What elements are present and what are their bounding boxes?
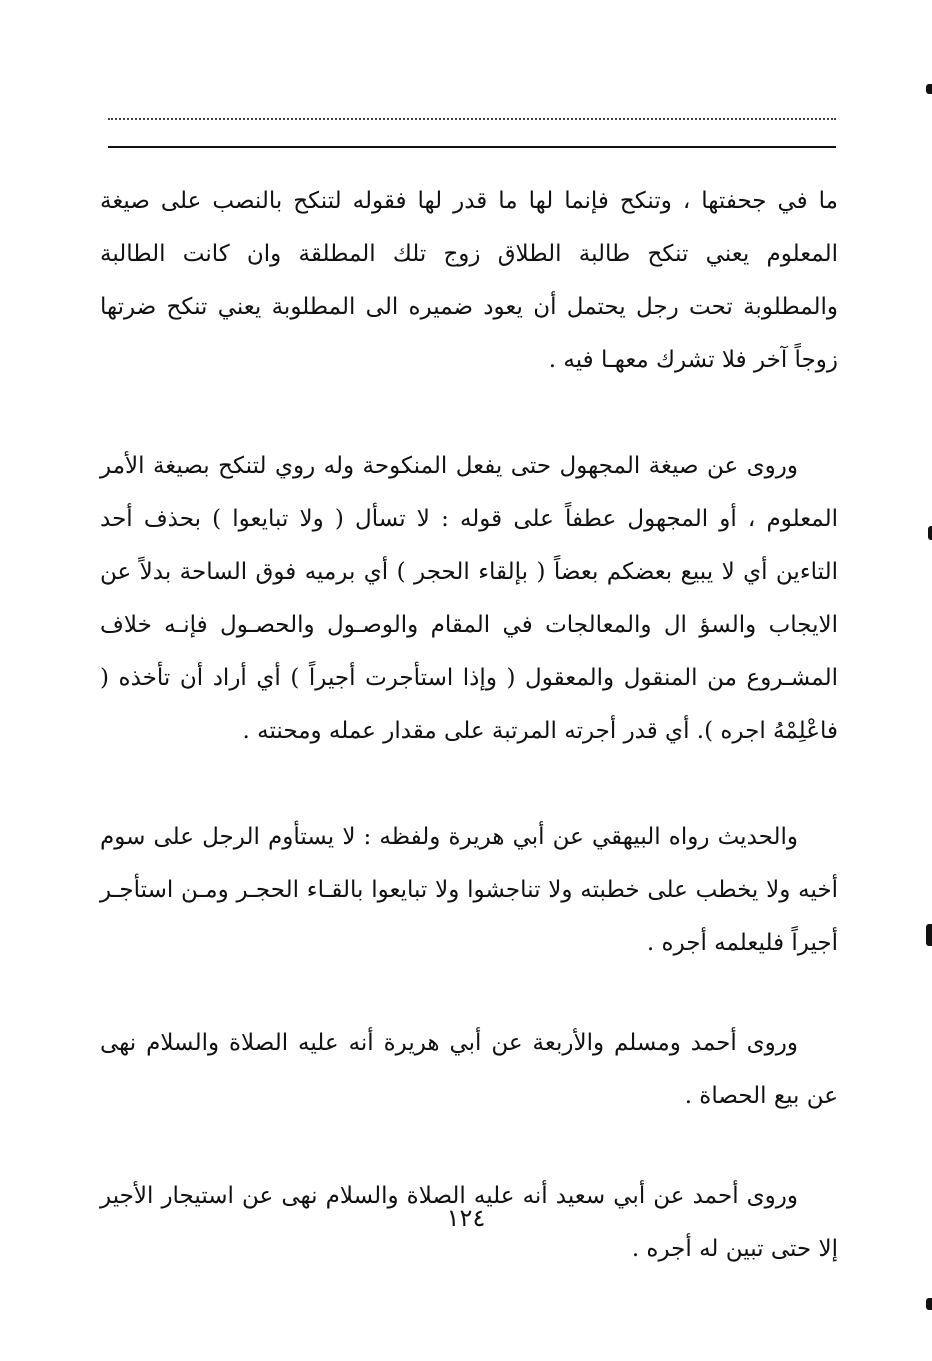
header-rule bbox=[108, 146, 836, 148]
scan-edge-mark bbox=[926, 924, 932, 946]
page-number: ١٢٤ bbox=[446, 1204, 486, 1232]
paragraph-1: ما في جحفتها ، وتنكح فإنما لها ما قدر لها فقوله لتنكح بالنصب على صيغة المعلوم يعني تنكح طالبة الطلاق زوج تلك المطلقة وان كانت الطالبة والمطلوبة تحت رجل يحتمل أن يعود ضميره الى المطلوبة يعني تنكح ضرتها زوجاً آخر فلا تشرك معهـا فيه . bbox=[100, 188, 838, 373]
scan-edge-mark bbox=[926, 1298, 932, 1310]
paragraph-2: وروى عن صيغة المجهول حتى يفعل المنكوحة وله روي لتنكح بصيغة الأمر المعلوم ، أو المجهول عطفاً على قوله : لا تسأل ( ولا تبايعوا ) بحذف أحد التاءين أي لا يبيع بعضكم بعضاً ( بإلقاء الحجر ) أي برميه فوق الساحة بدلاً عن الايجاب والسؤ ال والمعالجات في المقام والوصـول والحصـول فإنـه خلاف المشـروع من المنقول والمعقول ( وإذا استأجرت أجيراً ) أي أراد أن تأخذه ( فاعْلِمْهُ اجره ). أي قدر أجرته المرتبة على مقدار عمله ومحنته . bbox=[100, 453, 839, 744]
header-dotted-line bbox=[108, 118, 836, 120]
page-body bbox=[100, 175, 838, 1276]
paragraph-5: وروى أحمد عن أبي سعيد أنه عليه الصلاة والسلام نهى عن استيجار الأجير إلا حتى تبين له أجره . bbox=[100, 1183, 838, 1262]
scan-edge-mark bbox=[926, 84, 932, 94]
scan-edge-mark bbox=[928, 526, 932, 540]
paragraph-4: وروى أحمد ومسلم والأربعة عن أبي هريرة أنه عليه الصلاة والسلام نهى عن بيع الحصاة . bbox=[100, 1030, 838, 1109]
paragraph-3: والحديث رواه البيهقي عن أبي هريرة ولفظه : لا يستأوم الرجل على سوم أخيه ولا يخطب على خطبته ولا تناجشوا ولا تبايعوا بالقـاء الحجـر ومـن استأجـر أجيراً فليعلمه أجره . bbox=[100, 824, 838, 956]
